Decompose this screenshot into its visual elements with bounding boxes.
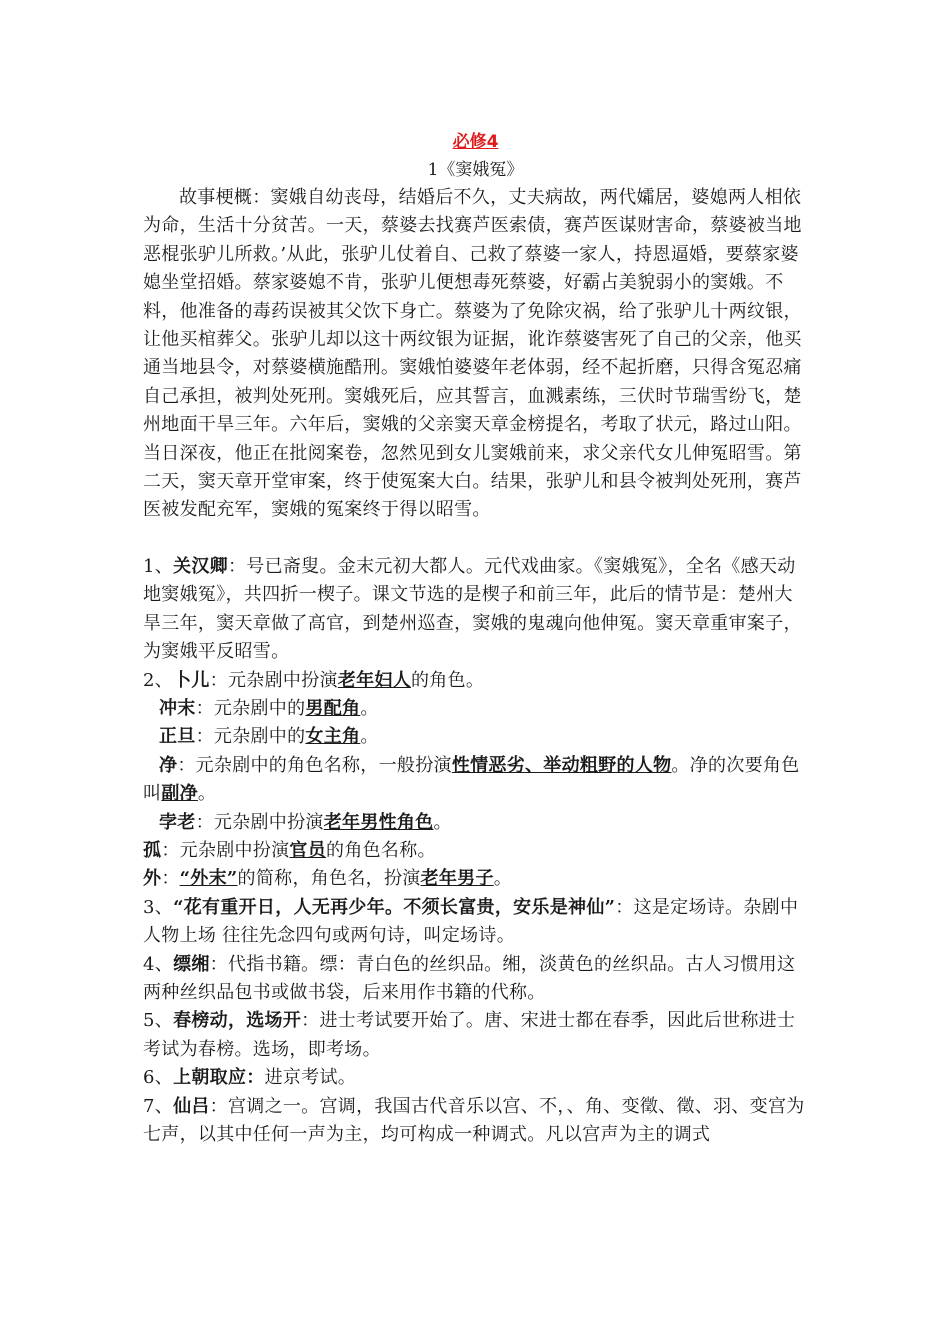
note-text: 。	[360, 697, 379, 719]
note-text: ：这是定场诗。杂剧中人物上场 往往先念四句或两句诗，叫定场诗。	[143, 896, 799, 947]
note-term: 关汉卿	[173, 555, 228, 577]
note-term: 冲末	[159, 697, 196, 719]
item-number: 2、	[143, 669, 174, 691]
note-term: 孛老	[159, 811, 196, 833]
note-term: 孤	[143, 839, 162, 861]
note-text: ：宫调之一。宫调，我国古代音乐以宫、不，、角、变徵、徵、羽、变宫为七声，以其中任何一声为主，均可构成一种调式。凡以宫声为主的调式	[143, 1095, 805, 1145]
note-text: 。	[197, 783, 217, 805]
note-keyword: 副净	[161, 783, 198, 805]
note-keyword: 老年妇人	[337, 669, 411, 691]
document-page	[143, 128, 808, 1149]
note-text: 的角色。	[410, 669, 485, 691]
note-item-jing	[143, 752, 808, 809]
note-term: 缥缃	[173, 953, 210, 975]
page-title: 必修4	[452, 132, 499, 152]
note-text: 进京考试。	[264, 1067, 357, 1089]
note-item-6	[143, 1064, 808, 1092]
note-keyword: 男配角	[305, 697, 361, 719]
note-term: 正旦	[159, 726, 196, 748]
note-text: ：代指书籍。缥：青白色的丝织品。缃，淡黄色的丝织品。古人习惯用这两种丝织品包书或做书袋，后来用作书籍的代称。	[143, 953, 796, 1003]
note-keyword: 老年男子	[420, 868, 494, 890]
note-text: ：元杂剧中的	[195, 697, 306, 719]
note-text: ：元杂剧中扮演	[195, 811, 324, 833]
note-item-1	[143, 553, 808, 667]
item-number: 5、	[143, 1010, 174, 1032]
note-text: 。净的次要角色叫	[143, 754, 800, 805]
note-term: “花有重开日，人无再少年。不须长富贵，安乐是神仙”	[173, 896, 616, 918]
note-text: 的角色名称。	[326, 839, 436, 861]
item-number: 4、	[143, 953, 174, 975]
note-text: ：元杂剧中的角色名称，一般扮演	[177, 754, 452, 776]
section-title: 1《窦娥冤》	[427, 160, 524, 180]
note-item-7	[143, 1093, 808, 1150]
note-item-3	[143, 894, 808, 951]
note-text: ：元杂剧中的	[195, 726, 306, 748]
note-keyword: 官员	[289, 839, 327, 861]
note-text: ：元杂剧中扮演	[209, 669, 338, 691]
note-keyword: “外末”	[179, 868, 238, 890]
note-item-bolao	[143, 809, 808, 837]
note-text: 的简称，角色名，扮演	[237, 868, 421, 890]
note-keyword: 女主角	[305, 726, 361, 748]
item-number: 3、	[143, 896, 174, 918]
note-term: 春榜动，选场开	[173, 1010, 302, 1032]
note-item-4	[143, 951, 808, 1008]
spacer	[143, 525, 808, 553]
item-number: 7、	[143, 1095, 174, 1117]
note-item-wai	[143, 865, 808, 893]
note-text: ：进士考试要开始了。唐、宋进士都在春季，因此后世称进士考试为春榜。选场，即考场。	[143, 1010, 796, 1060]
note-text: 。	[433, 811, 452, 833]
note-item-gu	[143, 837, 808, 865]
note-item-zhengdan	[143, 723, 808, 751]
note-term: 净	[159, 754, 178, 776]
note-text: 。	[360, 726, 379, 748]
note-text: ：号已斋叟。金末元初大都人。元代戏曲家。《窦娥冤》，全名《感天动地窦娥冤》，共四折一楔子。课文节选的是楔子和前三年，此后的情节是：楚州大旱三年，窦天章做了高官，到楚州巡查，窦娥的鬼魂向他伸冤。窦天章重审案子，为窦娥平反昭雪。	[143, 555, 802, 663]
note-item-chongmo	[143, 695, 808, 723]
note-keyword: 老年男性角色	[323, 811, 434, 833]
note-text: ：	[161, 868, 180, 890]
note-term: 仙吕	[173, 1095, 210, 1117]
item-number: 6、	[143, 1067, 174, 1089]
note-text: ：元杂剧中扮演	[161, 839, 290, 861]
story-summary: 故事梗概：窦娥自幼丧母，结婚后不久，丈夫病故，两代孀居，婆媳两人相依为命，生活十分贫苦。一天，蔡婆去找赛芦医索债，赛芦医谋财害命，蔡婆被当地恶棍张驴儿所救。’从此，张驴儿仗着自、己救了蔡婆一家人，持恩逼婚，要蔡家婆媳坐堂招婚。蔡家婆媳不肯，张驴儿便想毒死蔡婆，好霸占美貌弱小的窦娥。不料，他准备的毒药误被其父饮下身亡。蔡婆为了免除灾祸，给了张驴儿十两纹银，让他买棺葬父。张驴儿却以这十两纹银为证据，讹诈蔡婆害死了自己的父亲，他买通当地县令，对蔡婆横施酷刑。窦娥怕婆婆年老体弱，经不起折磨，只得含冤忍痛自己承担，被判处死刑。窦娥死后，应其誓言，血溅素练，三伏时节瑞雪纷飞，楚州地面干旱三年。六年后，窦娥的父亲窦天章金榜提名，考取了状元，路过山阳。当日深夜，他正在批阅案卷，忽然见到女儿窦娥前来，求父亲代女儿伸冤昭雪。第二天，窦天章开堂审案，终于使冤案大白。结果，张驴儿和县令被判处死刑，赛芦医被发配充军，窦娥的冤案终于得以昭雪。	[143, 187, 802, 521]
note-term: 上朝取应：	[173, 1067, 265, 1089]
note-keyword: 性情恶劣、举动粗野的人物	[451, 754, 672, 776]
note-item-5	[143, 1007, 808, 1064]
note-term: 卜儿	[173, 669, 210, 691]
item-number: 1、	[143, 555, 174, 577]
note-item-2	[143, 667, 808, 695]
note-term: 外	[143, 868, 162, 890]
note-text: 。	[493, 868, 513, 890]
